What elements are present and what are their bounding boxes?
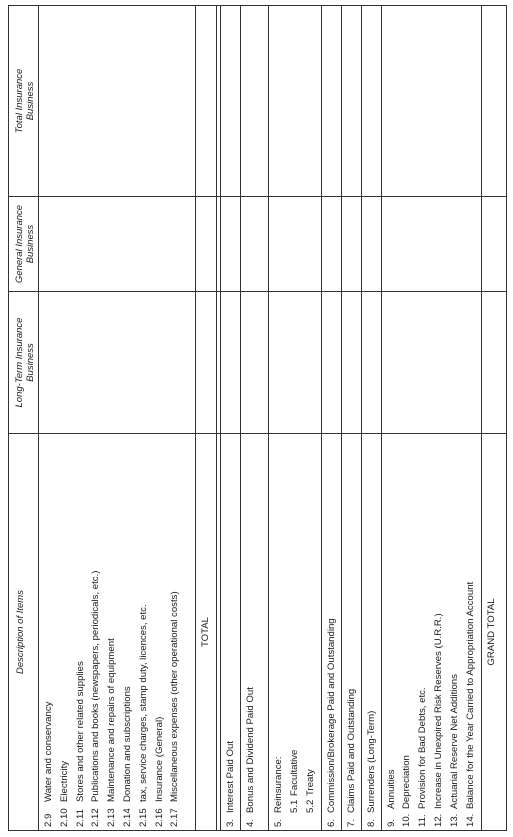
row-grand-total bbox=[481, 6, 506, 831]
list-item: 14.Balance for the Year Carried to Appropriation Account bbox=[464, 581, 476, 827]
cell-gi bbox=[39, 197, 196, 292]
total-label: TOTAL bbox=[196, 434, 217, 831]
list-item: 2.16 Insurance (General) bbox=[153, 716, 165, 827]
list-item: 11.Provision for Bad Debts, etc. bbox=[417, 687, 429, 827]
header-row bbox=[9, 6, 39, 831]
row-7: 7.Claims Paid and Outstanding bbox=[341, 6, 361, 831]
header-description: Description of Items bbox=[9, 434, 39, 831]
cell-ti bbox=[39, 6, 196, 197]
list-item: 2.13 Maintenance and repairs of equipment bbox=[106, 638, 118, 827]
header-general: General Insurance Business bbox=[9, 197, 39, 292]
list-item: 2.10 Electricity bbox=[58, 760, 70, 827]
list-item: 2.14 Donation and subscriptions bbox=[122, 686, 134, 827]
row-9-14 bbox=[381, 6, 481, 831]
row-5: 5.Reinsurance: 5.1Facultative 5.2Treaty bbox=[269, 6, 321, 831]
list-item: 2.12 Publications and books (newspapers, periodicals, etc.) bbox=[90, 570, 102, 827]
row-6: 6.Commission/Brokerage Paid and Outstanding bbox=[321, 6, 341, 831]
list-item: 2.17 Miscellaneous expenses (other operational costs) bbox=[169, 591, 181, 827]
header-total: Total Insurance Business bbox=[9, 6, 39, 197]
list-item: 2.15 tax, service charges, stamp duty, licences, etc. bbox=[137, 604, 149, 827]
row-items-2 bbox=[39, 6, 196, 831]
list-item: 13.Actuarial Reserve Net Additions bbox=[448, 674, 460, 827]
cell-items-2 bbox=[39, 434, 196, 831]
list-item: 10.Depreciation bbox=[401, 755, 413, 827]
list-item: 2.9 Water and conservancy bbox=[43, 701, 55, 827]
list-item: 12.Increase in Unexpired Risk Reserves (U.R.R.) bbox=[433, 613, 445, 827]
list-item: 2.11 Stores and other related supplies bbox=[74, 661, 86, 827]
cell-ti bbox=[196, 6, 217, 197]
row-8: 8.Surrenders (Long-Term) bbox=[361, 6, 381, 831]
row-4: 4.Bonus and Dividend Paid Out bbox=[241, 6, 269, 831]
grand-total-label: GRAND TOTAL bbox=[481, 434, 506, 831]
list-item: 9.Annuities bbox=[385, 769, 397, 827]
insurance-expenses-table bbox=[8, 5, 507, 831]
cell-lt bbox=[196, 292, 217, 434]
row-3: 3.Interest Paid Out bbox=[221, 6, 241, 831]
row-total bbox=[196, 6, 217, 831]
header-long-term: Long-Term Insurance Business bbox=[9, 292, 39, 434]
cell-lt bbox=[39, 292, 196, 434]
cell-gi bbox=[196, 197, 217, 292]
